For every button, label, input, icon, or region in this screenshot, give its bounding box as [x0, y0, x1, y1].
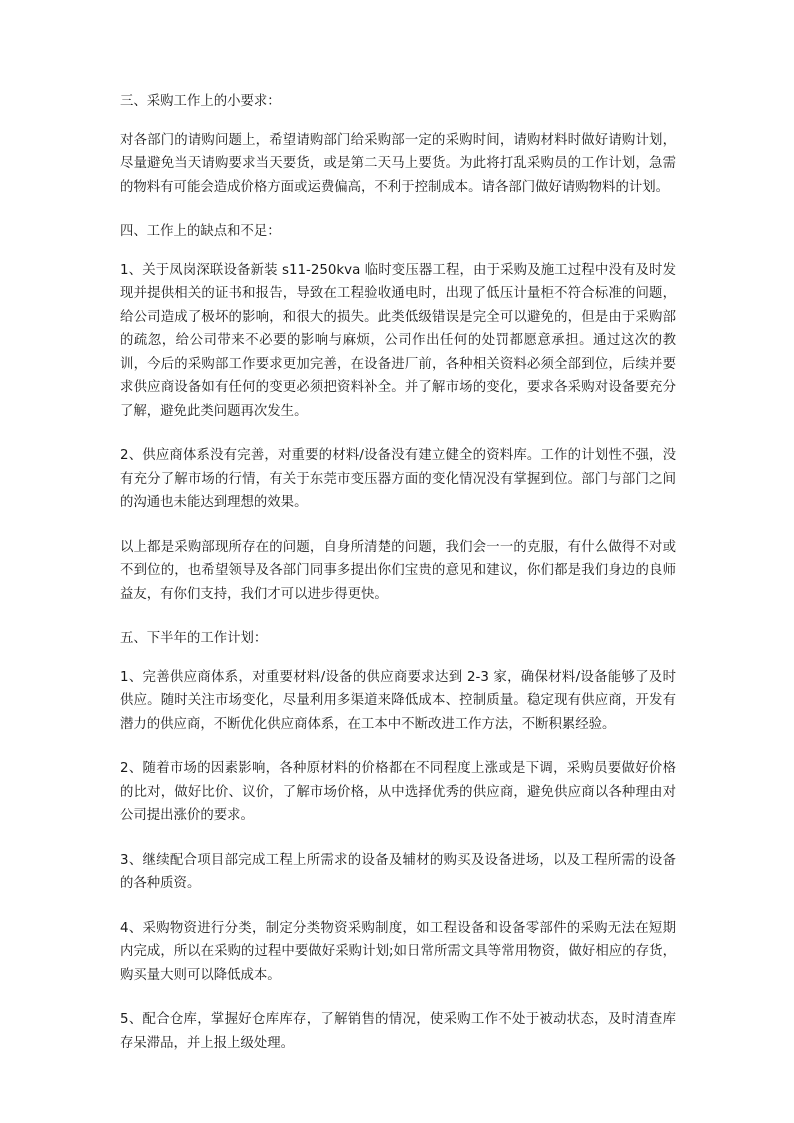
section-heading-3: 三、采购工作上的小要求：: [120, 94, 281, 109]
paragraph: 2、随着市场的因素影响，各种原材料的价格都在不同程度上涨或是下调，采购员要做好价格的比对，做好比价、议价，了解市场价格，从中选择优秀的供应商，避免供应商以各种理由对公司提出涨价的要求。: [120, 761, 676, 823]
paragraph: 4、采购物资进行分类，制定分类物资采购制度，如工程设备和设备零部件的采购无法在短期内完成，所以在采购的过程中要做好采购计划;如日常所需文具等常用物资，做好相应的存货，购买量大则可以降低成本。: [120, 920, 676, 983]
paragraph: 3、继续配合项目部完成工程上所需求的设备及辅材的购买及设备进场，以及工程所需的设备的各种质资。: [120, 852, 676, 891]
paragraph: 1、关于凤岗深联设备新装 s11-250kva 临时变压器工程，由于采购及施工过程中没有及时发现并提供相关的证书和报告，导致在工程验收通电时，出现了低压计量柜不符合标准的问题，给公司造成了极坏的影响，和很大的损失。此类低级错误是完全可以避免的，但是由于采购部的疏忽，给公司带来不必要的影响与麻烦，公司作出任何的处罚都愿意承担。通过这次的教训，今后的采购部工作要求更加完善，在设备进厂前，各种相关资料必须全部到位，后续并要求供应商设备如有任何的变更必须把资料补全。并了解市场的变化，要求各采购对设备要充分了解，避免此类问题再次发生。: [120, 262, 676, 419]
paragraph: 2、供应商体系没有完善，对重要的材料/设备没有建立健全的资料库。工作的计划性不强，没有充分了解市场的行情，有关于东莞市变压器方面的变化情况没有掌握到位。部门与部门之间的沟通也未能达到理想的效果。: [120, 448, 676, 510]
document-body: [120, 90, 676, 1055]
section-heading-5: 五、下半年的工作计划：: [120, 631, 268, 646]
paragraph: 对各部门的请购问题上，希望请购部门给采购部一定的采购时间，请购材料时做好请购计划，尽量避免当天请购要求当天要货，或是第二天马上要货。为此将打乱采购员的工作计划，急需的物料有可能会造成价格方面或运费偏高，不利于控制成本。请各部门做好请购物料的计划。: [120, 132, 676, 195]
paragraph: 以上都是采购部现所存在的问题，自身所清楚的问题，我们会一一的克服，有什么做得不对或不到位的，也希望领导及各部门同事多提出你们宝贵的意见和建议，你们都是我们身边的良师益友，有你们支持，我们才可以进步得更快。: [120, 539, 676, 602]
paragraph: 5、配合仓库，掌握好仓库库存，了解销售的情况，使采购工作不处于被动状态，及时清查库存呆滞品，并上报上级处理。: [120, 1012, 676, 1051]
section-heading-4: 四、工作上的缺点和不足：: [120, 224, 281, 239]
paragraph: 1、完善供应商体系，对重要材料/设备的供应商要求达到 2-3 家，确保材料/设备能够了及时供应。随时关注市场变化，尽量利用多渠道来降低成本、控制质量。稳定现有供应商，开发有潜力的供应商，不断优化供应商体系，在工本中不断改进工作方法，不断积累经验。: [120, 669, 676, 732]
